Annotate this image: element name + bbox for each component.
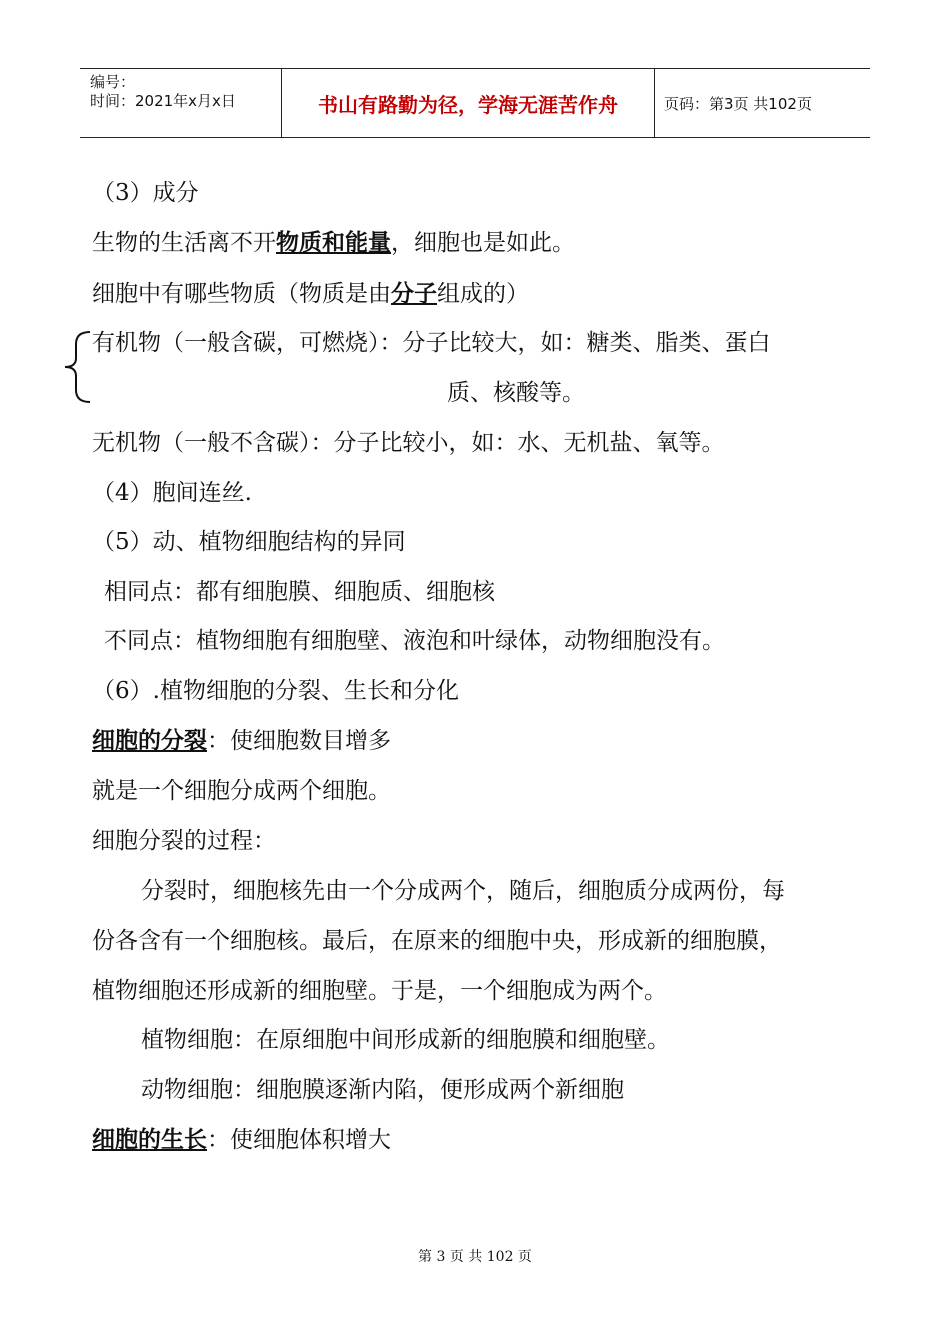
- paragraph-line: [92, 1125, 391, 1155]
- text: ：使细胞体积增大: [207, 1127, 391, 1153]
- number-label: 编号：: [90, 73, 136, 91]
- section-5-heading: （5）动、植物细胞结构的异同: [92, 529, 406, 555]
- section-6-heading: （6）.植物细胞的分裂、生长和分化: [92, 678, 459, 704]
- paragraph-line: [92, 279, 529, 309]
- page-header: [80, 68, 870, 138]
- paragraph-line: 植物细胞：在原细胞中间形成新的细胞膜和细胞壁。: [141, 1027, 670, 1053]
- text: ：使细胞数目增多: [207, 728, 391, 754]
- paragraph-line: 就是一个细胞分成两个细胞。: [92, 778, 391, 804]
- paragraph-line: 植物细胞还形成新的细胞壁。于是，一个细胞成为两个。: [92, 978, 667, 1004]
- inorganic-line: 无机物（一般不含碳）：分子比较小，如：水、无机盐、氧等。: [92, 430, 725, 456]
- similarity-line: 相同点：都有细胞膜、细胞质、细胞核: [104, 579, 495, 605]
- emphasis-text: 分子: [391, 280, 437, 307]
- text: 生物的生活离不开: [92, 230, 276, 256]
- section-4-heading: （4）胞间连丝.: [92, 480, 252, 506]
- paragraph-line: 细胞分裂的过程：: [92, 828, 276, 854]
- header-motto: 书山有路勤为径，学海无涯苦作舟: [318, 92, 618, 117]
- term-cell-division: 细胞的分裂: [92, 727, 207, 754]
- organic-line-continued: 质、核酸等。: [447, 380, 585, 406]
- paragraph-line: [92, 726, 391, 756]
- paragraph-line: 份各含有一个细胞核。最后，在原来的细胞中央，形成新的细胞膜，: [92, 928, 782, 954]
- term-cell-growth: 细胞的生长: [92, 1126, 207, 1153]
- time-label: 时间：2021年x月x日: [90, 92, 236, 110]
- header-meta: [90, 73, 236, 111]
- difference-line: 不同点：植物细胞有细胞壁、液泡和叶绿体，动物细胞没有。: [104, 628, 725, 654]
- emphasis-text: 物质和能量: [276, 229, 391, 256]
- section-3-heading: （3）成分: [92, 180, 199, 206]
- paragraph-line: [92, 228, 575, 258]
- header-divider: [654, 69, 655, 137]
- page-footer: 第 3 页 共 102 页: [418, 1249, 532, 1265]
- text: 细胞中有哪些物质（物质是由: [92, 281, 391, 307]
- organic-line: 有机物（一般含碳，可燃烧）：分子比较大，如：糖类、脂类、蛋白: [92, 330, 771, 356]
- text: 组成的）: [437, 281, 529, 307]
- text: ，细胞也是如此。: [391, 230, 575, 256]
- paragraph-line: 动物细胞：细胞膜逐渐内陷，便形成两个新细胞: [141, 1077, 624, 1103]
- left-brace-icon: [62, 330, 92, 404]
- paragraph-line: 分裂时，细胞核先由一个分成两个，随后，细胞质分成两份，每: [141, 878, 785, 904]
- header-page-info: 页码：第3页 共102页: [664, 94, 812, 113]
